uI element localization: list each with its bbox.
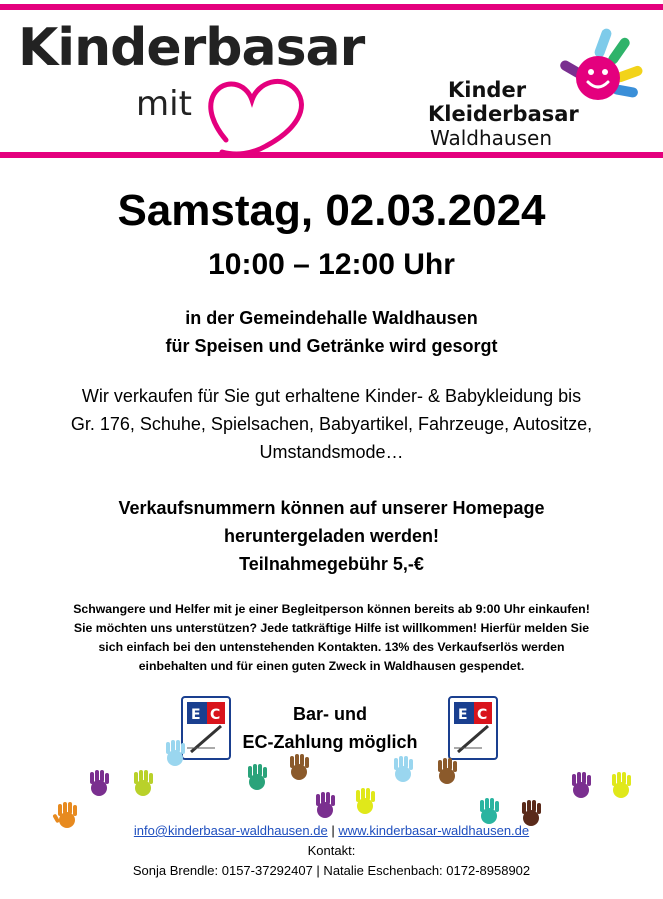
contact-people: Sonja Brendle: 0157-37292407 | Natalie Eschenbach: 0172-8958902: [132, 863, 531, 878]
fee-line: Teilnahmegebühr 5,-€: [239, 554, 424, 574]
numbers-line: heruntergeladen werden!: [223, 526, 440, 546]
svg-text:E: E: [191, 707, 201, 723]
notes-line: Schwangere und Helfer mit je einer Begleitperson können bereits ab 9:00 Uhr einkaufen!: [73, 602, 590, 616]
svg-text:C: C: [210, 707, 221, 723]
ec-card-icon: [448, 696, 498, 760]
notes-line: Sie möchten uns unterstützen? Jede tatkräftige Hilfe ist willkommen! Hierfür melden Sie: [73, 621, 590, 635]
top-divider: [0, 4, 663, 10]
svg-text:C: C: [477, 707, 488, 723]
hand-print-icon: [566, 770, 596, 800]
org-name-line3: Waldhausen: [430, 126, 553, 150]
event-date: Samstag, 02.03.2024: [117, 186, 546, 235]
kinderbasar-logo: [18, 18, 418, 146]
intro-line: Gr. 176, Schuhe, Spielsachen, Babyartikel, Fahrzeuge, Autositze,: [70, 414, 593, 434]
payment-line: Bar- und: [293, 704, 367, 724]
colorful-hand-icon: [532, 22, 652, 112]
footer-links: [0, 822, 663, 840]
event-time: 10:00 – 12:00 Uhr: [208, 248, 455, 281]
heart-icon: [196, 68, 316, 158]
notes-text: [0, 600, 663, 676]
header: [0, 0, 663, 160]
link-separator: |: [331, 823, 335, 838]
org-name-line2: Kleiderbasar: [428, 102, 579, 126]
venue-line: in der Gemeindehalle Waldhausen: [185, 308, 478, 328]
payment-info: [230, 700, 430, 756]
org-name-line1: Kinder: [448, 78, 527, 102]
notes-line: sich einfach bei den untenstehenden Kontakten. 13% des Verkaufserlös werden: [98, 640, 565, 654]
hand-print-icon: [84, 768, 114, 798]
intro-line: Umstandsmode…: [259, 442, 404, 462]
logo-title: Kinderbasar: [18, 18, 365, 78]
svg-text:E: E: [458, 707, 468, 723]
notes-line: einbehalten und für einen guten Zweck in Waldhausen gespendet.: [138, 659, 525, 673]
contact-label: Kontakt:: [307, 843, 356, 858]
intro-text: [0, 382, 663, 466]
venue-info: [0, 304, 663, 360]
hand-print-icon: [284, 752, 314, 782]
sale-numbers-info: [0, 494, 663, 578]
numbers-line: Verkaufsnummern können auf unserer Homepage: [118, 498, 545, 518]
intro-line: Wir verkaufen für Sie gut erhaltene Kinder- & Babykleidung bis: [81, 386, 582, 406]
hand-print-icon: [128, 768, 158, 798]
bottom-divider: [0, 152, 663, 158]
logo-subtitle: mit: [136, 84, 192, 124]
hand-print-icon: [350, 786, 380, 816]
hand-print-icon: [432, 756, 462, 786]
hand-print-icon: [242, 762, 272, 792]
hand-print-icon: [160, 738, 190, 768]
payment-line: EC-Zahlung möglich: [242, 732, 418, 752]
catering-line: für Speisen und Getränke wird gesorgt: [165, 336, 498, 356]
hand-print-icon: [310, 790, 340, 820]
email-link[interactable]: info@kinderbasar-waldhausen.de: [133, 823, 328, 838]
org-logo: [420, 22, 660, 150]
hand-print-icon: [606, 770, 636, 800]
hand-print-icon: [388, 754, 418, 784]
website-link[interactable]: www.kinderbasar-waldhausen.de: [338, 823, 530, 838]
